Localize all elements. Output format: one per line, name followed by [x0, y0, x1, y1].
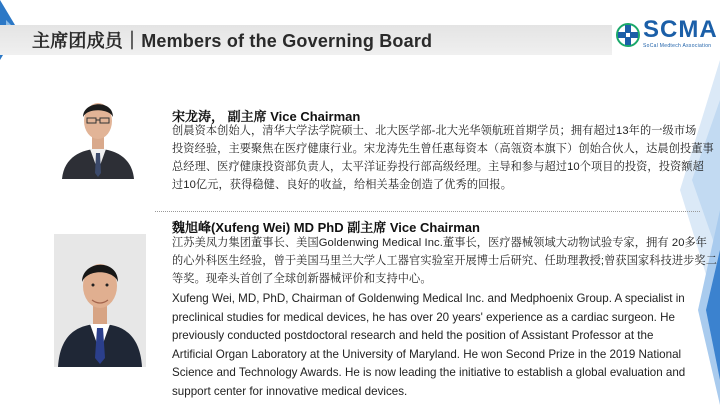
member-name-title: 宋龙涛， 副主席 Vice Chairman [172, 109, 361, 124]
bio-line: preclinical studies for medical devices, he has over 20 years' experience as a cardiac surgeon. He [172, 310, 675, 324]
member-bio-en [172, 290, 685, 401]
bio-line: previously conducted postdoctoral research and held the position of Assistant Professor at the [172, 329, 654, 342]
divider [155, 211, 700, 212]
bio-line: 等奖。现牵头首创了全球创新器械评价和支持中心。 [172, 273, 432, 285]
bio-line: Artificial Organ Laboratory at the University of Maryland. He won Second Prize in the 2019 National [172, 347, 682, 361]
bio-line: support center for innovative medical devices. [172, 384, 408, 398]
member-bio-zh [172, 122, 714, 194]
bio-line: 过10亿元，获得稳健、良好的收益，给相关基金创造了优秀的回报。 [172, 179, 512, 191]
bio-line: 江苏美凤力集团董事长、美国Goldenwing Medical Inc.董事长，医疗器械领域大动物试验专家，拥有 20多年 [172, 237, 708, 249]
member-name-title: 魏旭峰(Xufeng Wei) MD PhD 副主席 Vice Chairman [172, 220, 480, 235]
logo-subtext: SoCal Medtech Association [643, 43, 712, 49]
page-title: 主席团成员｜Members of the Governing Board [32, 31, 433, 51]
bio-line: Science and Technology Awards. He is now leading the initiative to establish a global evaluation and [172, 366, 686, 379]
bio-line: 的心外科医生经验，曾于美国马里兰大学人工器官实验室开展博士后研究、任助理教授;曾获国家科技进步奖二 [172, 255, 718, 267]
bio-line: 总经理、医疗健康投资部负责人，太平洋证券投行部高级经理。主导和参与超过10个项目的投资，投资额超 [172, 161, 704, 173]
bio-line: 创晨资本创始人，清华大学法学院硕士、北大医学部-北大光华领航班首期学员；拥有超过13年的一级市场 [172, 125, 697, 137]
member-bio-zh [172, 234, 717, 288]
member-photo-wei [54, 234, 146, 367]
bio-line: Xufeng Wei, MD, PhD, Chairman of Goldenwing Medical Inc. and Medphoenix Group. A specialist in [172, 292, 685, 305]
logo-text: SCMA [643, 16, 718, 43]
right-decoration [680, 60, 720, 405]
member-photo-song [52, 87, 144, 179]
bio-line: 投资经验，主要聚焦在医疗健康行业。宋龙涛先生曾任惠每资本（高瓴资本旗下）创始合伙人，达晨创投董事 [172, 143, 714, 155]
